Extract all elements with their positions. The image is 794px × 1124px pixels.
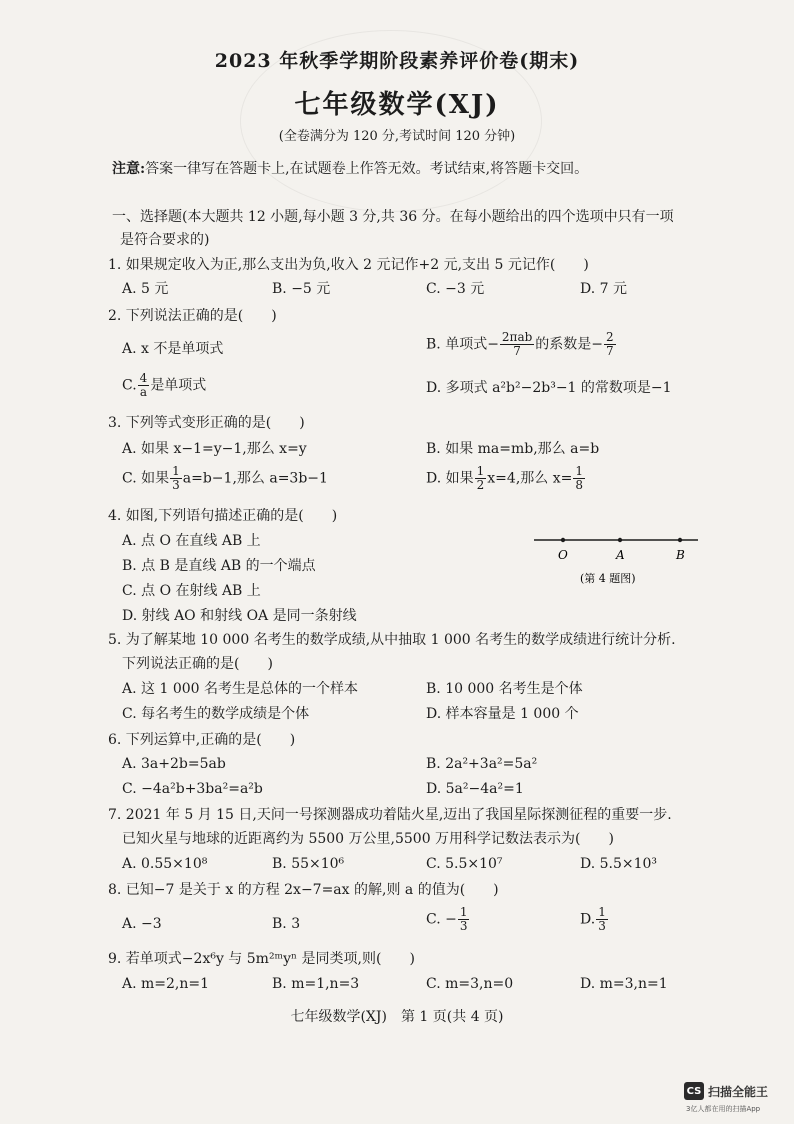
q3-stem: 3. 下列等式变形正确的是( ) [108,415,305,431]
q7-option-b: B. 55×10⁶ [272,856,345,872]
q2-c-suffix: 是单项式 [150,377,207,394]
q3-c-denominator: 3 [172,478,180,492]
q3-d-fraction-2 [573,465,585,492]
q4-label-o: O [558,548,568,562]
q9-option-b: B. m=1,n=3 [272,976,360,992]
q2-b-fraction-2 [604,331,616,358]
q3-d-fraction [475,465,487,492]
q5-option-a: A. 这 1 000 名考生是总体的一个样本 [122,681,358,697]
q3-d-middle: x=4,那么 x= [487,470,573,487]
notice-text: 答案一律写在答题卡上,在试题卷上作答无效。考试结束,将答题卡交回。 [145,161,589,177]
q8-option-b: B. 3 [272,916,301,932]
q2-stem: 2. 下列说法正确的是( ) [108,308,277,324]
q2-c-numerator: 4 [139,371,148,385]
q4-point-b [678,538,682,542]
q8-stem: 8. 已知−7 是关于 x 的方程 2x−7=ax 的解,则 a 的值为( ) [108,882,499,898]
q3-d-denominator: 2 [476,478,485,492]
q1-option-d: D. 7 元 [580,281,627,297]
q1-option-a: A. 5 元 [122,281,169,297]
notice-label: 注意: [112,161,146,177]
q3-c-suffix: a=b−1,那么 a=3b−1 [182,470,328,487]
q5-option-d: D. 样本容量是 1 000 个 [426,706,579,722]
exam-meta: (全卷满分为 120 分,考试时间 120 分钟) [278,129,516,144]
q3-d-numerator-2: 1 [575,464,583,478]
q7-option-d: D. 5.5×10³ [580,856,658,872]
camscanner-logo-icon: CS [684,1082,704,1100]
q2-c-denominator: a [139,385,148,399]
q4-option-d: D. 射线 AO 和射线 OA 是同一条射线 [122,608,357,624]
q4-stem: 4. 如图,下列语句描述正确的是( ) [108,508,338,524]
section-heading-line1: 一、选择题(本大题共 12 小题,每小题 3 分,共 36 分。在每小题给出的四个选项中只有一项 [112,209,674,225]
q8-c-prefix: C. − [426,911,457,928]
q3-option-a: A. 如果 x−1=y−1,那么 x=y [122,441,307,457]
q9-option-c: C. m=3,n=0 [426,976,514,992]
q5-stem-line2: 下列说法正确的是( ) [122,656,273,672]
q2-b-numerator-2: 2 [606,330,614,344]
q4-figure-caption: (第 4 题图) [580,572,636,585]
q8-option-a: A. −3 [122,916,162,932]
q1-option-b: B. −5 元 [272,281,331,297]
q6-stem: 6. 下列运算中,正确的是( ) [108,732,296,748]
q9-stem: 9. 若单项式−2x⁶y 与 5m²ᵐyⁿ 是同类项,则( ) [108,951,415,967]
q2-b-denominator-2: 7 [606,344,614,358]
q2-b-prefix: B. 单项式− [426,336,499,353]
q4-point-a [618,538,622,542]
q5-option-c: C. 每名考生的数学成绩是个体 [122,706,310,722]
q3-option-b: B. 如果 ma=mb,那么 a=b [426,441,600,457]
q4-point-o [561,538,565,542]
q2-option-c [122,372,206,399]
q3-c-prefix: C. 如果 [122,470,170,487]
watermark-name: 扫描全能王 [708,1084,769,1099]
exam-notice [112,158,588,178]
q1-option-c: C. −3 元 [426,281,485,297]
q8-d-prefix: D. [580,911,596,928]
q9-option-a: A. m=2,n=1 [122,976,210,992]
q3-c-fraction [170,465,182,492]
q8-d-fraction [596,906,608,933]
q6-option-d: D. 5a²−4a²=1 [426,781,524,797]
q6-option-b: B. 2a²+3a²=5a² [426,756,538,772]
exam-title: 2023 年秋季学期阶段素养评价卷(期末) [214,50,580,72]
q6-option-c: C. −4a²b+3ba²=a²b [122,781,263,797]
watermark-subtitle: 3亿人都在用的扫描App [686,1105,761,1113]
scanner-watermark [684,1082,768,1100]
q2-b-numerator: 2πab [501,330,533,344]
q4-option-c: C. 点 O 在射线 AB 上 [122,583,261,599]
q2-c-fraction [138,372,150,399]
q2-option-b [426,331,617,358]
q3-d-denominator-2: 8 [575,478,583,492]
exam-subject: 七年级数学(XJ) [294,90,500,120]
q4-label-a: A [616,548,625,562]
q5-stem-line1: 5. 为了解某地 10 000 名考生的数学成绩,从中抽取 1 000 名考生的数学成绩进行统计分析. [108,632,676,648]
q7-stem-line1: 7. 2021 年 5 月 15 日,天问一号探测器成功着陆火星,迈出了我国星际探测征程的重要一步. [108,807,672,823]
q5-option-b: B. 10 000 名考生是个体 [426,681,583,697]
q2-b-denominator: 7 [513,344,521,358]
q3-option-d [426,465,586,492]
q6-option-a: A. 3a+2b=5ab [122,756,226,772]
q8-option-c [426,906,470,933]
q8-c-numerator: 1 [459,905,468,919]
q1-stem: 1. 如果规定收入为正,那么支出为负,收入 2 元记作+2 元,支出 5 元记作( ) [108,257,589,273]
q8-c-fraction [458,906,470,933]
page-footer: 七年级数学(XJ) 第 1 页(共 4 页) [290,1009,504,1025]
q7-option-c: C. 5.5×10⁷ [426,856,503,872]
section-heading-line2: 是符合要求的) [120,232,210,248]
q7-stem-line2: 已知火星与地球的近距离约为 5500 万公里,5500 万用科学记数法表示为( ) [122,831,614,847]
q8-d-denominator: 3 [598,919,606,933]
q8-d-numerator: 1 [598,905,606,919]
q7-option-a: A. 0.55×10⁸ [122,856,208,872]
q4-label-b: B [676,548,685,562]
q3-c-numerator: 1 [172,464,180,478]
q3-d-prefix: D. 如果 [426,470,474,487]
q2-b-middle: 的系数是− [535,336,604,353]
q4-figure [530,528,710,598]
q2-option-d: D. 多项式 a²b²−2b³−1 的常数项是−1 [426,380,672,396]
q3-option-c [122,465,328,492]
q2-b-fraction [500,331,534,358]
q4-option-a: A. 点 O 在直线 AB 上 [122,533,261,549]
q2-c-prefix: C. [122,377,137,394]
q9-option-d: D. m=3,n=1 [580,976,668,992]
q2-option-a: A. x 不是单项式 [122,341,224,357]
q8-c-denominator: 3 [459,919,468,933]
q8-option-d [580,906,609,933]
q3-d-numerator: 1 [476,464,485,478]
q4-option-b: B. 点 B 是直线 AB 的一个端点 [122,558,316,574]
